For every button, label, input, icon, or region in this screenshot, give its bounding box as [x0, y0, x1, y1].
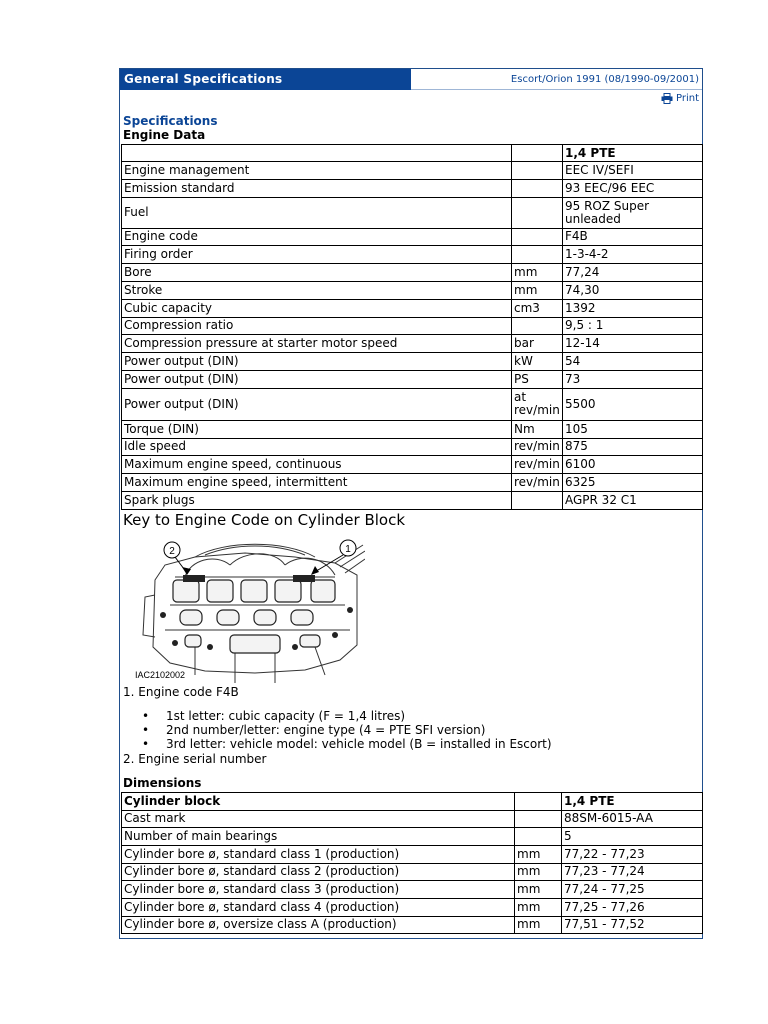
- table-row: [122, 179, 703, 197]
- engine-code-bullets: [142, 709, 552, 751]
- spec-name-cell: Cast mark: [122, 810, 515, 828]
- spec-name-cell: Cylinder bore ø, standard class 2 (production): [122, 863, 515, 881]
- spec-value-cell: 1-3-4-2: [563, 246, 703, 264]
- spec-unit-cell: cm3: [512, 299, 563, 317]
- callout-1: 1: [345, 544, 351, 555]
- spec-value-cell: 5500: [563, 388, 703, 420]
- section-title: Specifications: [123, 114, 218, 128]
- spec-name-cell: Cylinder bore ø, standard class 1 (production): [122, 845, 515, 863]
- engine-data-table: [121, 144, 703, 510]
- spec-name-cell: Torque (DIN): [122, 420, 512, 438]
- spec-unit-cell: [512, 197, 563, 228]
- dimensions-table: [121, 792, 703, 934]
- table-row: [122, 264, 703, 282]
- list-item: • 2nd number/letter: engine type (4 = PTE SFI version): [142, 723, 552, 737]
- header-unit-cell: [512, 145, 563, 162]
- spec-unit-cell: mm: [512, 264, 563, 282]
- table-row: [122, 246, 703, 264]
- spec-unit-cell: [512, 162, 563, 180]
- spec-value-cell: 77,23 - 77,24: [562, 863, 703, 881]
- list-item: • 3rd letter: vehicle model: vehicle model (B = installed in Escort): [142, 737, 552, 751]
- spec-value-cell: 77,51 - 77,52: [562, 916, 703, 934]
- table-row: [122, 353, 703, 371]
- table-row: [122, 317, 703, 335]
- spec-value-cell: 1392: [563, 299, 703, 317]
- spec-value-cell: 6100: [563, 456, 703, 474]
- print-label[interactable]: Print: [675, 93, 699, 104]
- spec-name-cell: Spark plugs: [122, 491, 512, 509]
- page-header: [120, 69, 702, 90]
- spec-value-cell: 5: [562, 828, 703, 846]
- spec-name-cell: Engine code: [122, 228, 512, 246]
- table-row: [122, 420, 703, 438]
- spec-unit-cell: mm: [515, 845, 562, 863]
- spec-unit-cell: [512, 179, 563, 197]
- spec-name-cell: Engine management: [122, 162, 512, 180]
- table-row: [122, 456, 703, 474]
- spec-unit-cell: [515, 810, 562, 828]
- callout-2: 2: [169, 546, 175, 557]
- spec-value-cell: 875: [563, 438, 703, 456]
- table-row: [122, 898, 703, 916]
- header-value-cell: 1,4 PTE: [562, 793, 703, 811]
- table-row: [122, 197, 703, 228]
- serial-number-note: 2. Engine serial number: [123, 752, 267, 766]
- table-row: [122, 162, 703, 180]
- document-frame: [119, 68, 703, 939]
- spec-name-cell: Compression pressure at starter motor speed: [122, 335, 512, 353]
- table-row: [122, 370, 703, 388]
- spec-unit-cell: [512, 491, 563, 509]
- spec-unit-cell: kW: [512, 353, 563, 371]
- key-title: Key to Engine Code on Cylinder Block: [123, 511, 406, 529]
- table-row: [122, 828, 703, 846]
- header-name-cell: [122, 145, 512, 162]
- spec-name-cell: Number of main bearings: [122, 828, 515, 846]
- spec-value-cell: 93 EEC/96 EEC: [563, 179, 703, 197]
- engine-data-title: Engine Data: [123, 128, 206, 142]
- spec-name-cell: Power output (DIN): [122, 388, 512, 420]
- header-value-cell: 1,4 PTE: [563, 145, 703, 162]
- spec-name-cell: Idle speed: [122, 438, 512, 456]
- spec-name-cell: Emission standard: [122, 179, 512, 197]
- spec-value-cell: 95 ROZ Super unleaded: [563, 197, 703, 228]
- spec-value-cell: 73: [563, 370, 703, 388]
- page-title: General Specifications: [120, 69, 411, 90]
- table-row: [122, 299, 703, 317]
- spec-name-cell: Maximum engine speed, continuous: [122, 456, 512, 474]
- spec-name-cell: Stroke: [122, 281, 512, 299]
- spec-name-cell: Fuel: [122, 197, 512, 228]
- table-row: [122, 491, 703, 509]
- print-link[interactable]: [661, 93, 699, 104]
- spec-name-cell: Bore: [122, 264, 512, 282]
- spec-unit-cell: PS: [512, 370, 563, 388]
- spec-value-cell: 9,5 : 1: [563, 317, 703, 335]
- spec-unit-cell: mm: [515, 881, 562, 899]
- spec-unit-cell: Nm: [512, 420, 563, 438]
- spec-unit-cell: rev/min: [512, 438, 563, 456]
- engine-block-figure: [135, 535, 365, 685]
- spec-value-cell: 6325: [563, 474, 703, 492]
- spec-value-cell: AGPR 32 C1: [563, 491, 703, 509]
- dimensions-title: Dimensions: [123, 776, 202, 790]
- header-unit-cell: [515, 793, 562, 811]
- table-row: [122, 810, 703, 828]
- table-row: [122, 388, 703, 420]
- spec-name-cell: Cylinder bore ø, oversize class A (production): [122, 916, 515, 934]
- spec-name-cell: Power output (DIN): [122, 353, 512, 371]
- spec-name-cell: Maximum engine speed, intermittent: [122, 474, 512, 492]
- spec-unit-cell: rev/min: [512, 456, 563, 474]
- spec-unit-cell: bar: [512, 335, 563, 353]
- spec-value-cell: 77,22 - 77,23: [562, 845, 703, 863]
- spec-unit-cell: at rev/min: [512, 388, 563, 420]
- spec-value-cell: 54: [563, 353, 703, 371]
- table-row: [122, 863, 703, 881]
- spec-value-cell: EEC IV/SEFI: [563, 162, 703, 180]
- table-row: [122, 438, 703, 456]
- spec-value-cell: F4B: [563, 228, 703, 246]
- table-row: [122, 916, 703, 934]
- table-header-row: [122, 793, 703, 811]
- table-row: [122, 845, 703, 863]
- table-row: [122, 881, 703, 899]
- figure-label: IAC2102002: [135, 670, 186, 680]
- spec-value-cell: 105: [563, 420, 703, 438]
- table-row: [122, 281, 703, 299]
- table-row: [122, 228, 703, 246]
- spec-unit-cell: mm: [515, 898, 562, 916]
- spec-unit-cell: mm: [515, 916, 562, 934]
- table-row: [122, 474, 703, 492]
- spec-value-cell: 12-14: [563, 335, 703, 353]
- spec-value-cell: 88SM-6015-AA: [562, 810, 703, 828]
- spec-unit-cell: [512, 246, 563, 264]
- spec-unit-cell: [515, 828, 562, 846]
- header-name-cell: Cylinder block: [122, 793, 515, 811]
- spec-value-cell: 77,25 - 77,26: [562, 898, 703, 916]
- spec-unit-cell: mm: [515, 863, 562, 881]
- spec-value-cell: 74,30: [563, 281, 703, 299]
- table-header-row: [122, 145, 703, 162]
- spec-name-cell: Cylinder bore ø, standard class 3 (production): [122, 881, 515, 899]
- list-item: • 1st letter: cubic capacity (F = 1,4 litres): [142, 709, 552, 723]
- vehicle-model-label: Escort/Orion 1991 (08/1990-09/2001): [411, 69, 702, 90]
- spec-name-cell: Power output (DIN): [122, 370, 512, 388]
- spec-unit-cell: mm: [512, 281, 563, 299]
- spec-unit-cell: [512, 228, 563, 246]
- printer-icon: [661, 93, 673, 104]
- table-row: [122, 335, 703, 353]
- spec-name-cell: Cubic capacity: [122, 299, 512, 317]
- spec-unit-cell: [512, 317, 563, 335]
- spec-name-cell: Cylinder bore ø, standard class 4 (production): [122, 898, 515, 916]
- engine-code-note: 1. Engine code F4B: [123, 685, 239, 699]
- spec-unit-cell: rev/min: [512, 474, 563, 492]
- spec-name-cell: Compression ratio: [122, 317, 512, 335]
- spec-name-cell: Firing order: [122, 246, 512, 264]
- spec-value-cell: 77,24: [563, 264, 703, 282]
- spec-value-cell: 77,24 - 77,25: [562, 881, 703, 899]
